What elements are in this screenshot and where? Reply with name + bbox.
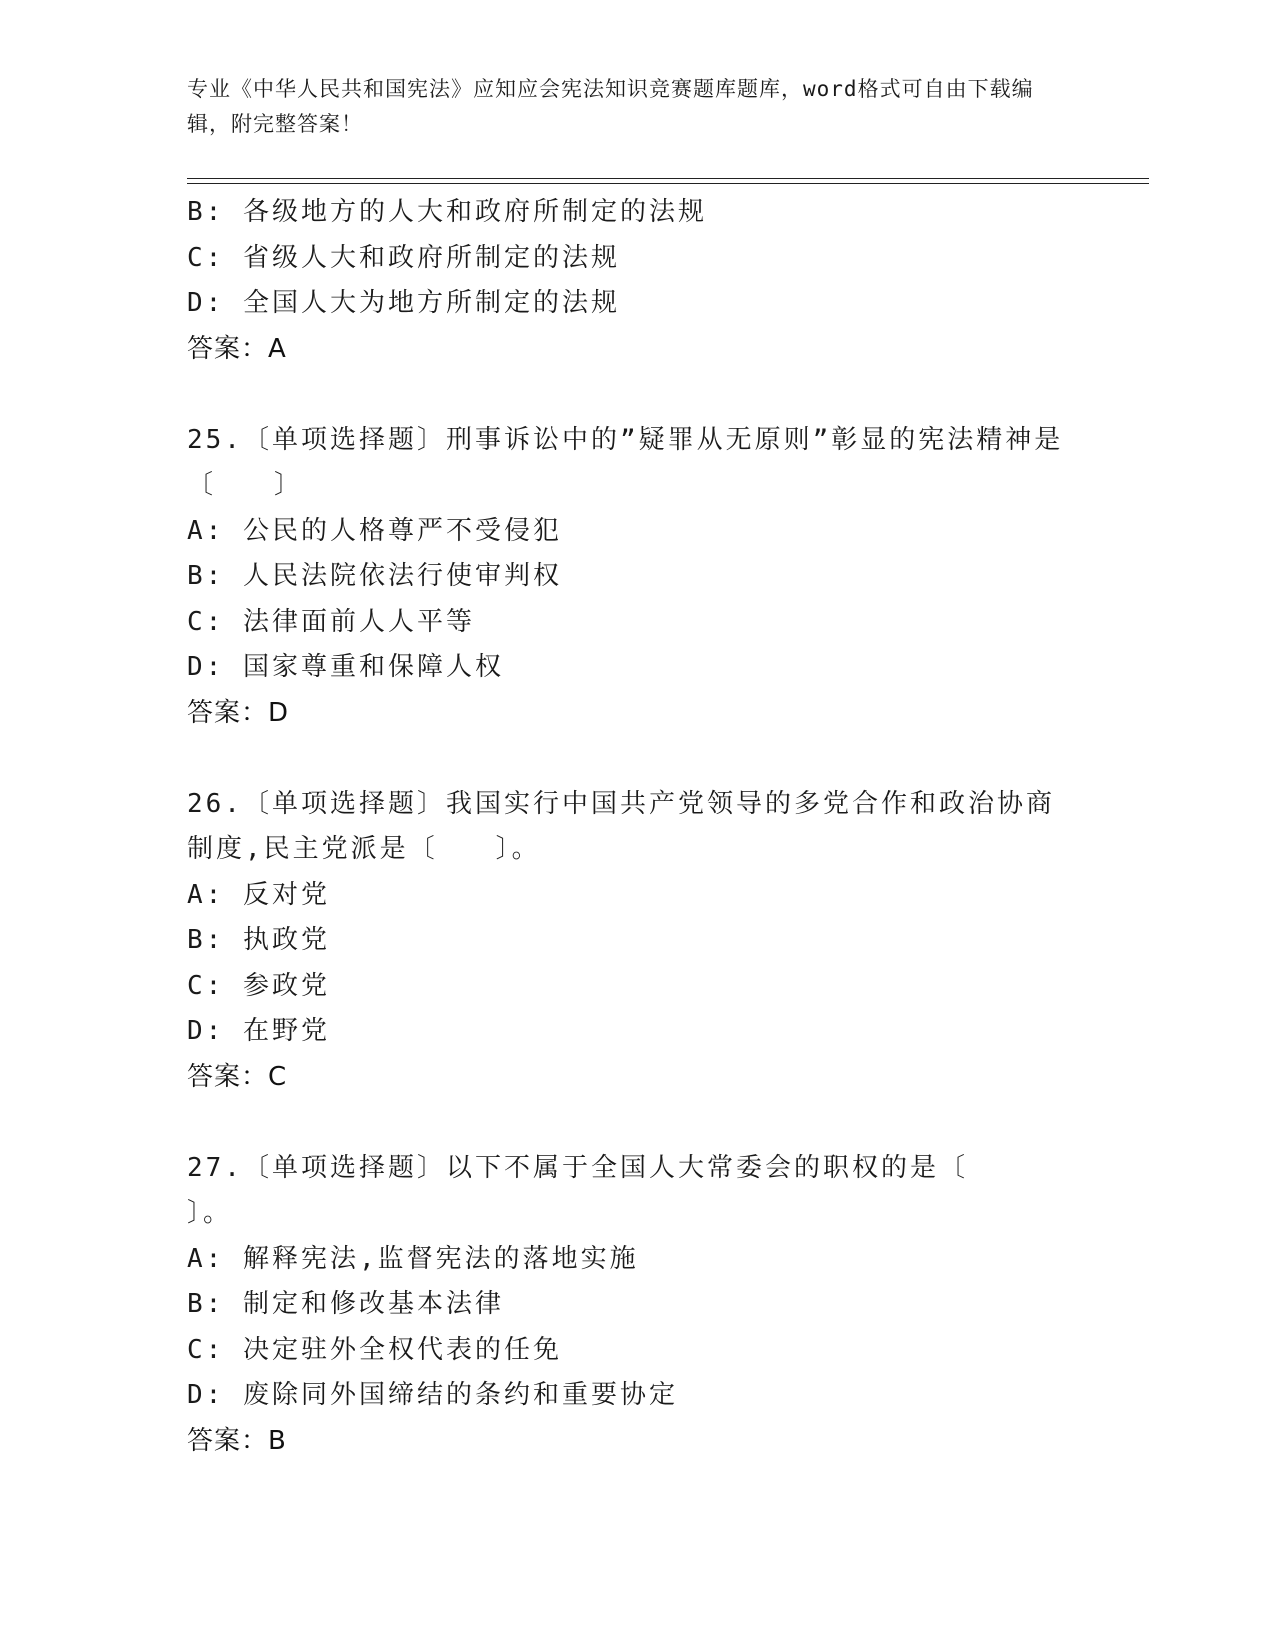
option-d: D: 全国人大为地方所制定的法规 xyxy=(187,288,620,318)
option-b: B: 各级地方的人大和政府所制定的法规 xyxy=(187,197,707,227)
carryover-question xyxy=(187,190,1087,372)
question-stem: 27.〔单项选择题〕以下不属于全国人大常委会的职权的是〔 〕。 xyxy=(187,1152,1026,1228)
option-a: A: 公民的人格尊严不受侵犯 xyxy=(187,515,562,546)
header-divider-top xyxy=(187,178,1149,179)
question-stem: 26.〔单项选择题〕我国实行中国共产党领导的多党合作和政治协商制度,民主党派是〔 〕。 xyxy=(187,788,1055,864)
question-26 xyxy=(187,782,1087,1101)
question-stem: 25.〔单项选择题〕刑事诉讼中的”疑罪从无原则”彰显的宪法精神是〔 〕 xyxy=(187,424,1064,500)
answer-line: 答案：D xyxy=(187,697,290,728)
document-header: 专业《中华人民共和国宪法》应知应会宪法知识竞赛题库题库，word格式可自由下载编辑，附完整答案！ xyxy=(187,77,1034,136)
option-b: B: 执政党 xyxy=(187,925,330,955)
option-b: B: 人民法院依法行使审判权 xyxy=(187,561,562,591)
question-25 xyxy=(187,418,1087,737)
option-a: A: 解释宪法,监督宪法的落地实施 xyxy=(187,1243,639,1274)
question-27 xyxy=(187,1146,1087,1465)
spacer xyxy=(187,1100,1087,1146)
option-c: C: 决定驻外全权代表的任免 xyxy=(187,1334,562,1365)
answer-line: 答案：B xyxy=(187,1425,287,1456)
option-d: D: 废除同外国缔结的条约和重要协定 xyxy=(187,1380,678,1410)
spacer xyxy=(187,372,1087,418)
option-c: C: 省级人大和政府所制定的法规 xyxy=(187,242,620,273)
answer-line: 答案：A xyxy=(187,333,287,364)
option-c: C: 法律面前人人平等 xyxy=(187,606,475,637)
option-d: D: 在野党 xyxy=(187,1016,330,1046)
option-c: C: 参政党 xyxy=(187,970,330,1001)
answer-line: 答案：C xyxy=(187,1061,288,1092)
option-d: D: 国家尊重和保障人权 xyxy=(187,652,504,682)
header-divider-bottom xyxy=(187,183,1149,184)
option-a: A: 反对党 xyxy=(187,879,330,910)
option-b: B: 制定和修改基本法律 xyxy=(187,1289,504,1319)
spacer xyxy=(187,736,1087,782)
document-body xyxy=(187,190,1087,1464)
